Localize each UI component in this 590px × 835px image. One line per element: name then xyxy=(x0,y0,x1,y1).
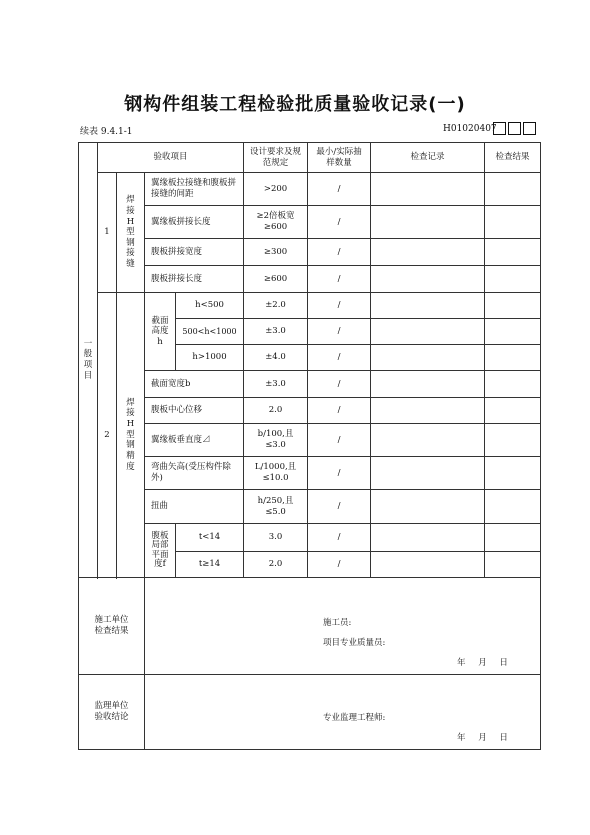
record-cell[interactable] xyxy=(371,424,485,457)
code-boxes xyxy=(493,122,536,135)
sample-cell[interactable]: / xyxy=(308,345,371,371)
sample-cell[interactable]: / xyxy=(308,490,371,524)
record-cell[interactable] xyxy=(371,266,485,293)
design-cell: 2.0 xyxy=(244,398,308,424)
header-result: 检查结果 xyxy=(485,143,541,173)
record-cell[interactable] xyxy=(371,319,485,345)
table-row xyxy=(79,524,541,552)
result-cell[interactable] xyxy=(485,552,541,578)
condition-cell: h<500 xyxy=(176,293,244,319)
design-cell: 2.0 xyxy=(244,552,308,578)
design-cell: ±3.0 xyxy=(244,319,308,345)
design-cell: b/100,且≤3.0 xyxy=(244,424,308,457)
construction-label: 施工单位检查结果 xyxy=(79,578,145,675)
sample-cell[interactable]: / xyxy=(308,266,371,293)
sample-cell[interactable]: / xyxy=(308,293,371,319)
supervision-date: 年 月 日 xyxy=(457,733,508,743)
form-code: H01020407 xyxy=(443,124,497,134)
sample-cell[interactable]: / xyxy=(308,457,371,490)
design-cell: >200 xyxy=(244,173,308,206)
table-row xyxy=(79,293,541,319)
sample-cell[interactable]: / xyxy=(308,524,371,552)
record-cell[interactable] xyxy=(371,457,485,490)
result-cell[interactable] xyxy=(485,424,541,457)
record-cell[interactable] xyxy=(371,293,485,319)
sample-cell[interactable]: / xyxy=(308,173,371,206)
table-row xyxy=(79,457,541,490)
result-cell[interactable] xyxy=(485,239,541,266)
result-cell[interactable] xyxy=(485,173,541,206)
record-cell[interactable] xyxy=(371,371,485,398)
table-row xyxy=(79,266,541,293)
qc-label: 项目专业质量员: xyxy=(323,638,386,648)
header-design: 设计要求及规范规定 xyxy=(244,143,308,173)
flatness-label: 腹板局部平面度f xyxy=(145,524,176,578)
design-cell: ±3.0 xyxy=(244,371,308,398)
record-cell[interactable] xyxy=(371,206,485,239)
code-box[interactable] xyxy=(493,122,506,135)
result-cell[interactable] xyxy=(485,319,541,345)
result-cell[interactable] xyxy=(485,457,541,490)
header-sample: 最小/实际抽样数量 xyxy=(308,143,371,173)
record-cell[interactable] xyxy=(371,173,485,206)
record-cell[interactable] xyxy=(371,552,485,578)
group1-number: 1 xyxy=(98,173,117,293)
result-cell[interactable] xyxy=(485,345,541,371)
worker-label: 施工员: xyxy=(323,618,352,628)
form-number: 续表 9.4.1-1 xyxy=(80,127,133,137)
group2-label: 焊接H型钢精度 xyxy=(117,293,145,578)
construction-row xyxy=(79,578,541,675)
design-cell: 3.0 xyxy=(244,524,308,552)
inspection-table xyxy=(78,142,541,750)
design-cell: ≥600 xyxy=(244,266,308,293)
table-row xyxy=(79,424,541,457)
table-row xyxy=(79,173,541,206)
item-cell: 弯曲矢高(受压构件除外) xyxy=(145,457,244,490)
sample-cell[interactable]: / xyxy=(308,371,371,398)
design-cell: ±2.0 xyxy=(244,293,308,319)
design-cell: ≥2倍板宽≥600 xyxy=(244,206,308,239)
condition-cell: h>1000 xyxy=(176,345,244,371)
result-cell[interactable] xyxy=(485,206,541,239)
sample-cell[interactable]: / xyxy=(308,398,371,424)
result-cell[interactable] xyxy=(485,371,541,398)
condition-cell: t<14 xyxy=(176,524,244,552)
result-cell[interactable] xyxy=(485,524,541,552)
result-cell[interactable] xyxy=(485,293,541,319)
record-cell[interactable] xyxy=(371,524,485,552)
design-cell: h/250,且≤5.0 xyxy=(244,490,308,524)
table-row xyxy=(79,206,541,239)
sample-cell[interactable]: / xyxy=(308,206,371,239)
record-cell[interactable] xyxy=(371,345,485,371)
sample-cell[interactable]: / xyxy=(308,239,371,266)
sample-cell[interactable]: / xyxy=(308,424,371,457)
item-cell: 腹板拼接长度 xyxy=(145,266,244,293)
height-label: 截面高度h xyxy=(145,293,176,371)
result-cell[interactable] xyxy=(485,398,541,424)
design-cell: ±4.0 xyxy=(244,345,308,371)
condition-cell: 500<h<1000 xyxy=(176,319,244,345)
item-cell: 腹板拼接宽度 xyxy=(145,239,244,266)
construction-sign-area[interactable] xyxy=(145,578,541,675)
general-items-label: 一般项目 xyxy=(79,143,98,578)
condition-cell: t≥14 xyxy=(176,552,244,578)
item-cell: 翼缘板垂直度⊿ xyxy=(145,424,244,457)
construction-date: 年 月 日 xyxy=(457,658,508,668)
engineer-label: 专业监理工程师: xyxy=(323,713,386,723)
table-row xyxy=(79,371,541,398)
sample-cell[interactable]: / xyxy=(308,552,371,578)
item-cell: 翼缘板拉接缝和腹板拼接缝的间距 xyxy=(145,173,244,206)
result-cell[interactable] xyxy=(485,490,541,524)
record-cell[interactable] xyxy=(371,239,485,266)
record-cell[interactable] xyxy=(371,398,485,424)
group1-label: 焊接H型钢接缝 xyxy=(117,173,145,293)
item-cell: 翼缘板拼接长度 xyxy=(145,206,244,239)
header-item: 验收项目 xyxy=(98,143,244,173)
page-title: 钢构件组装工程检验批质量验收记录(一) xyxy=(124,94,466,115)
group2-number: 2 xyxy=(98,293,117,578)
supervision-row xyxy=(79,675,541,750)
result-cell[interactable] xyxy=(485,266,541,293)
design-cell: ≥300 xyxy=(244,239,308,266)
item-cell: 腹板中心位移 xyxy=(145,398,244,424)
code-box[interactable] xyxy=(523,122,536,135)
sample-cell[interactable]: / xyxy=(308,319,371,345)
item-cell: 扭曲 xyxy=(145,490,244,524)
item-cell: 截面宽度b xyxy=(145,371,244,398)
table-header-row xyxy=(79,143,541,173)
supervision-label: 监理单位验收结论 xyxy=(79,675,145,750)
code-box[interactable] xyxy=(508,122,521,135)
header-record: 检查记录 xyxy=(371,143,485,173)
supervision-sign-area[interactable] xyxy=(145,675,541,750)
design-cell: L/1000,且≤10.0 xyxy=(244,457,308,490)
table-row xyxy=(79,239,541,266)
record-cell[interactable] xyxy=(371,490,485,524)
table-row xyxy=(79,398,541,424)
table-row xyxy=(79,490,541,524)
